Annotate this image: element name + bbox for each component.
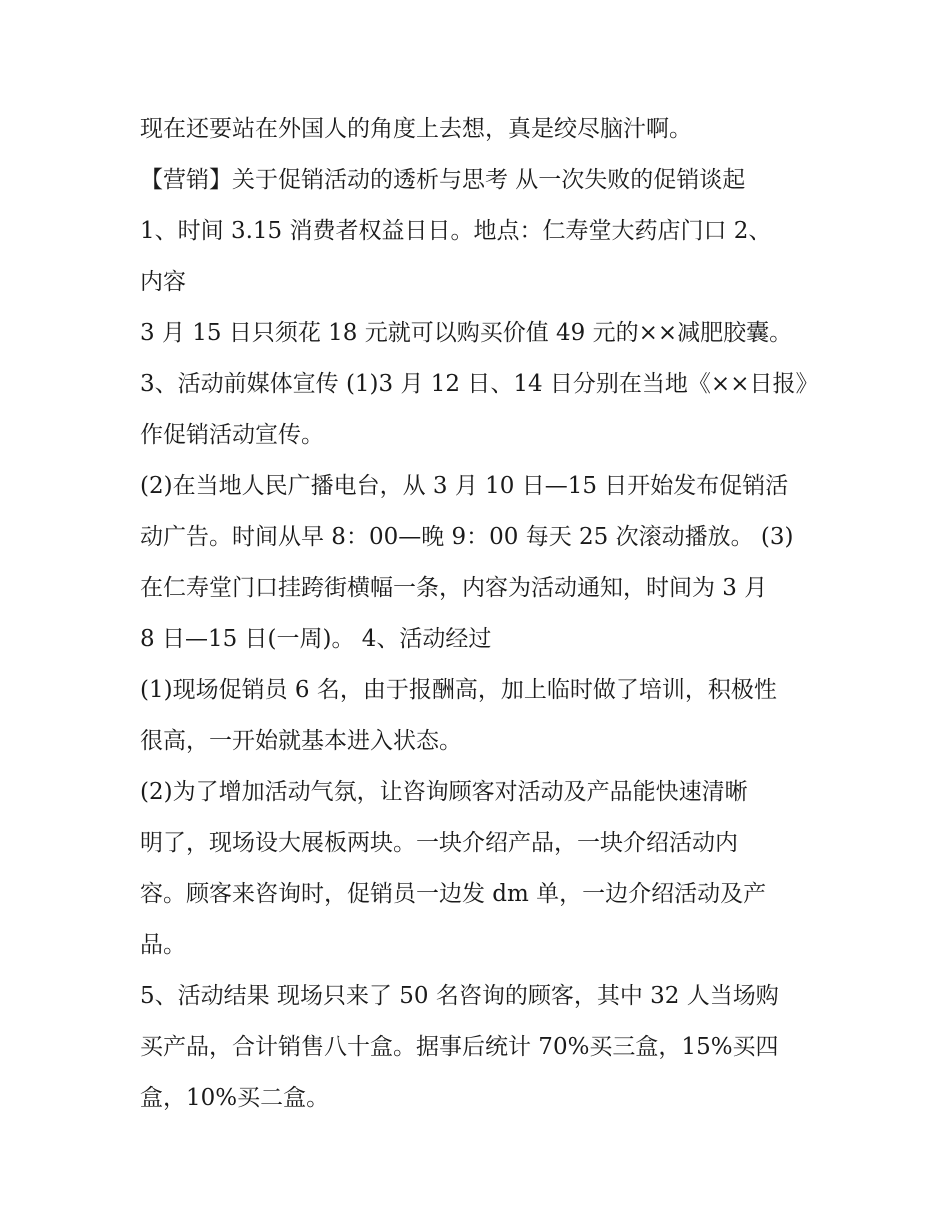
text-line: (2)为了增加活动气氛，让咨询顾客对活动及产品能快速清晰 <box>140 779 748 805</box>
text-line: 8 日—15 日(一周)。 4、活动经过 <box>140 626 492 652</box>
text-line: 品。 <box>140 932 186 958</box>
text-line: 3 月 15 日只须花 18 元就可以购买价值 49 元的××减肥胶囊。 <box>140 320 793 346</box>
text-line: 现在还要站在外国人的角度上去想，真是绞尽脑汁啊。 <box>140 116 692 142</box>
text-line: 盒，10%买二盒。 <box>140 1085 330 1111</box>
text-line: 容。顾客来咨询时，促销员一边发 dm 单，一边介绍活动及产 <box>140 881 767 907</box>
document-body <box>140 104 820 1124</box>
section-heading: 【营销】关于促销活动的透析与思考 从一次失败的促销谈起 <box>140 167 746 193</box>
text-line: (1)现场促销员 6 名，由于报酬高，加上临时做了培训，积极性 <box>140 677 777 703</box>
text-line: 作促销活动宣传。 <box>140 422 324 448</box>
text-line: 明了，现场设大展板两块。一块介绍产品，一块介绍活动内 <box>140 830 738 856</box>
text-line: (2)在当地人民广播电台，从 3 月 10 日—15 日开始发布促销活 <box>140 473 789 499</box>
text-line: 很高，一开始就基本进入状态。 <box>140 728 462 754</box>
text-line: 在仁寿堂门口挂跨街横幅一条，内容为活动通知，时间为 3 月 <box>140 575 768 601</box>
text-line: 1、时间 3.15 消费者权益日日。地点：仁寿堂大药店门口 2、 <box>140 218 772 244</box>
text-line: 3、活动前媒体宣传 (1)3 月 12 日、14 日分别在当地《××日报》 <box>140 371 819 397</box>
text-line: 5、活动结果 现场只来了 50 名咨询的顾客，其中 32 人当场购 <box>140 983 779 1009</box>
text-line: 动广告。时间从早 8：00—晚 9：00 每天 25 次滚动播放。 (3) <box>140 524 794 550</box>
text-line: 买产品，合计销售八十盒。据事后统计 70%买三盒，15%买四 <box>140 1034 779 1060</box>
text-line: 内容 <box>140 269 186 295</box>
